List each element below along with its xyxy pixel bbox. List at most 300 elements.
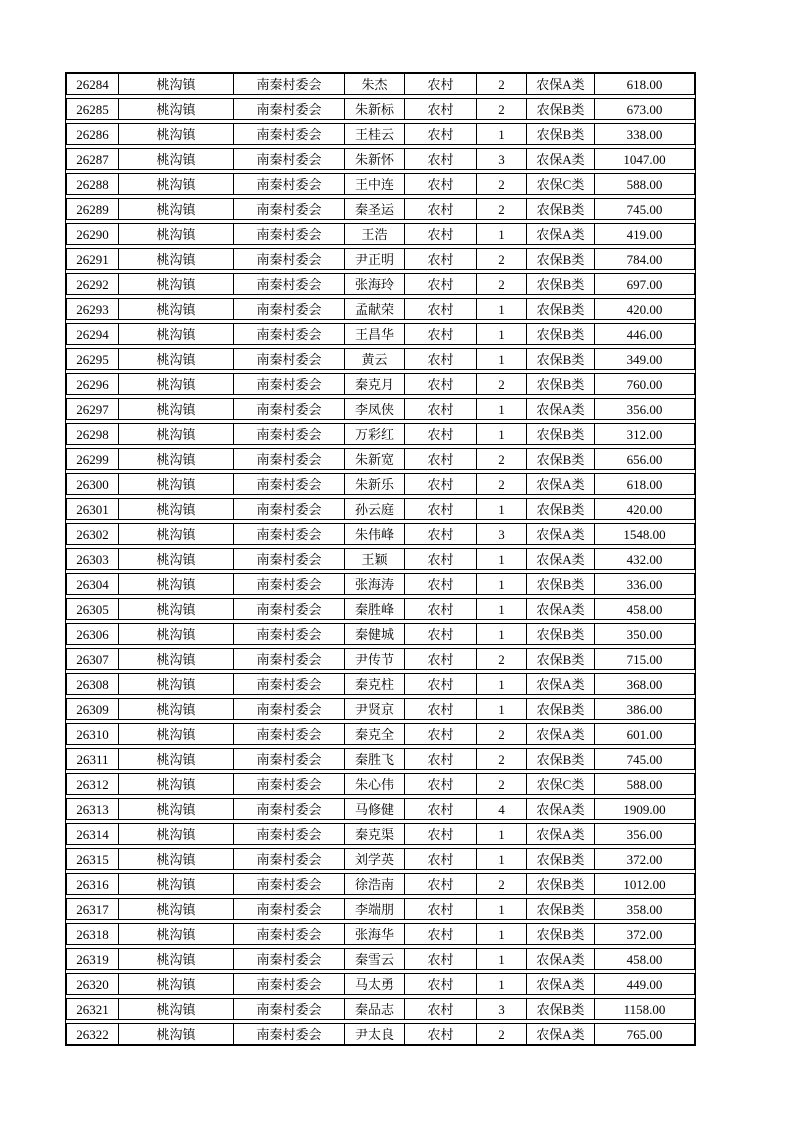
cell-insurance_category: 农保B类	[527, 199, 595, 219]
cell-serial_no: 26295	[67, 349, 119, 369]
cell-serial_no: 26298	[67, 424, 119, 444]
cell-serial_no: 26308	[67, 674, 119, 694]
cell-residence_type: 农村	[405, 974, 477, 994]
cell-village_committee: 南秦村委会	[234, 74, 345, 94]
cell-village_committee: 南秦村委会	[234, 349, 345, 369]
cell-amount: 745.00	[626, 201, 663, 217]
cell-town: 桃沟镇	[119, 899, 234, 919]
cell-town: 桃沟镇	[119, 399, 234, 419]
table-row	[66, 273, 695, 295]
cell-person_count: 1	[477, 399, 527, 419]
table-row	[66, 773, 695, 795]
cell-person_count: 2	[477, 449, 527, 469]
cell-person_count: 1	[477, 349, 527, 369]
cell-amount: 432.00	[626, 551, 663, 567]
table-row	[66, 73, 695, 95]
cell-amount: 588.00	[626, 776, 663, 792]
cell-amount: 715.00	[626, 651, 663, 667]
table-row	[66, 173, 695, 195]
cell-residence_type: 农村	[405, 649, 477, 669]
cell-amount: 760.00	[626, 376, 663, 392]
cell-amount: 697.00	[626, 276, 663, 292]
cell-name: 孙云庭	[345, 499, 405, 519]
table-row	[66, 248, 695, 270]
cell-name: 秦胜峰	[345, 599, 405, 619]
cell-insurance_category: 农保B类	[527, 499, 595, 519]
cell-person_count: 1	[477, 124, 527, 144]
cell-village_committee: 南秦村委会	[234, 974, 345, 994]
cell-insurance_category: 农保B类	[527, 899, 595, 919]
cell-town: 桃沟镇	[119, 799, 234, 819]
cell-insurance_category: 农保B类	[527, 649, 595, 669]
table-row	[66, 973, 695, 995]
cell-amount: 765.00	[626, 1026, 663, 1042]
cell-amount: 656.00	[626, 451, 663, 467]
cell-town: 桃沟镇	[119, 599, 234, 619]
cell-insurance_category: 农保B类	[527, 699, 595, 719]
table-row	[66, 398, 695, 420]
cell-amount: 1548.00	[623, 526, 666, 542]
cell-amount: 356.00	[626, 401, 663, 417]
cell-person_count: 2	[477, 174, 527, 194]
cell-town: 桃沟镇	[119, 224, 234, 244]
cell-village_committee: 南秦村委会	[234, 249, 345, 269]
cell-person_count: 1	[477, 224, 527, 244]
cell-name: 秦圣运	[345, 199, 405, 219]
cell-village_committee: 南秦村委会	[234, 924, 345, 944]
cell-insurance_category: 农保B类	[527, 324, 595, 344]
cell-insurance_category: 农保B类	[527, 349, 595, 369]
table-row	[66, 898, 695, 920]
cell-village_committee: 南秦村委会	[234, 399, 345, 419]
cell-person_count: 2	[477, 749, 527, 769]
cell-town: 桃沟镇	[119, 774, 234, 794]
table-row	[66, 748, 695, 770]
cell-amount: 350.00	[626, 626, 663, 642]
cell-village_committee: 南秦村委会	[234, 524, 345, 544]
cell-name: 李凤侠	[345, 399, 405, 419]
cell-name: 秦克月	[345, 374, 405, 394]
cell-name: 秦克全	[345, 724, 405, 744]
cell-town: 桃沟镇	[119, 199, 234, 219]
cell-name: 张海华	[345, 924, 405, 944]
cell-person_count: 1	[477, 974, 527, 994]
cell-town: 桃沟镇	[119, 174, 234, 194]
cell-town: 桃沟镇	[119, 849, 234, 869]
cell-insurance_category: 农保B类	[527, 449, 595, 469]
table-row	[66, 723, 695, 745]
cell-person_count: 2	[477, 874, 527, 894]
cell-person_count: 1	[477, 624, 527, 644]
cell-village_committee: 南秦村委会	[234, 749, 345, 769]
cell-name: 朱心伟	[345, 774, 405, 794]
cell-insurance_category: 农保C类	[527, 174, 595, 194]
cell-town: 桃沟镇	[119, 974, 234, 994]
cell-residence_type: 农村	[405, 99, 477, 119]
cell-town: 桃沟镇	[119, 549, 234, 569]
cell-name: 尹传节	[345, 649, 405, 669]
cell-village_committee: 南秦村委会	[234, 224, 345, 244]
cell-village_committee: 南秦村委会	[234, 374, 345, 394]
cell-town: 桃沟镇	[119, 349, 234, 369]
cell-serial_no: 26313	[67, 799, 119, 819]
cell-village_committee: 南秦村委会	[234, 949, 345, 969]
cell-serial_no: 26293	[67, 299, 119, 319]
cell-serial_no: 26294	[67, 324, 119, 344]
cell-amount: 420.00	[626, 501, 663, 517]
cell-village_committee: 南秦村委会	[234, 499, 345, 519]
table-row	[66, 298, 695, 320]
cell-insurance_category: 农保A类	[527, 524, 595, 544]
cell-residence_type: 农村	[405, 624, 477, 644]
cell-serial_no: 26305	[67, 599, 119, 619]
cell-name: 朱新宽	[345, 449, 405, 469]
cell-serial_no: 26306	[67, 624, 119, 644]
cell-person_count: 1	[477, 899, 527, 919]
cell-residence_type: 农村	[405, 749, 477, 769]
cell-serial_no: 26299	[67, 449, 119, 469]
table-row	[66, 148, 695, 170]
table-row	[66, 348, 695, 370]
cell-village_committee: 南秦村委会	[234, 149, 345, 169]
cell-serial_no: 26320	[67, 974, 119, 994]
cell-town: 桃沟镇	[119, 949, 234, 969]
cell-insurance_category: 农保B类	[527, 249, 595, 269]
cell-insurance_category: 农保B类	[527, 999, 595, 1019]
cell-town: 桃沟镇	[119, 374, 234, 394]
cell-name: 朱新怀	[345, 149, 405, 169]
cell-name: 秦胜飞	[345, 749, 405, 769]
cell-village_committee: 南秦村委会	[234, 1024, 345, 1044]
cell-insurance_category: 农保A类	[527, 674, 595, 694]
cell-amount: 446.00	[626, 326, 663, 342]
cell-person_count: 4	[477, 799, 527, 819]
table-row	[66, 498, 695, 520]
cell-town: 桃沟镇	[119, 699, 234, 719]
cell-residence_type: 农村	[405, 299, 477, 319]
cell-residence_type: 农村	[405, 349, 477, 369]
cell-residence_type: 农村	[405, 874, 477, 894]
cell-serial_no: 26288	[67, 174, 119, 194]
cell-insurance_category: 农保B类	[527, 874, 595, 894]
cell-amount: 358.00	[626, 901, 663, 917]
cell-town: 桃沟镇	[119, 74, 234, 94]
cell-serial_no: 26291	[67, 249, 119, 269]
cell-person_count: 2	[477, 724, 527, 744]
cell-insurance_category: 农保A类	[527, 974, 595, 994]
cell-serial_no: 26296	[67, 374, 119, 394]
cell-town: 桃沟镇	[119, 624, 234, 644]
cell-village_committee: 南秦村委会	[234, 999, 345, 1019]
cell-amount: 338.00	[626, 126, 663, 142]
cell-person_count: 1	[477, 924, 527, 944]
cell-person_count: 2	[477, 199, 527, 219]
cell-village_committee: 南秦村委会	[234, 574, 345, 594]
cell-serial_no: 26292	[67, 274, 119, 294]
cell-residence_type: 农村	[405, 549, 477, 569]
table-row	[66, 198, 695, 220]
cell-amount: 1909.00	[623, 801, 666, 817]
table-row	[66, 648, 695, 670]
cell-serial_no: 26286	[67, 124, 119, 144]
cell-amount: 336.00	[626, 576, 663, 592]
cell-village_committee: 南秦村委会	[234, 449, 345, 469]
cell-town: 桃沟镇	[119, 824, 234, 844]
cell-village_committee: 南秦村委会	[234, 824, 345, 844]
cell-village_committee: 南秦村委会	[234, 174, 345, 194]
cell-insurance_category: 农保A类	[527, 399, 595, 419]
cell-name: 马太勇	[345, 974, 405, 994]
cell-town: 桃沟镇	[119, 474, 234, 494]
table-row	[66, 598, 695, 620]
cell-amount: 588.00	[626, 176, 663, 192]
cell-amount: 372.00	[626, 926, 663, 942]
cell-residence_type: 农村	[405, 374, 477, 394]
cell-person_count: 1	[477, 299, 527, 319]
cell-insurance_category: 农保A类	[527, 799, 595, 819]
cell-residence_type: 农村	[405, 149, 477, 169]
cell-person_count: 2	[477, 249, 527, 269]
cell-insurance_category: 农保B类	[527, 749, 595, 769]
cell-name: 朱新乐	[345, 474, 405, 494]
cell-person_count: 1	[477, 549, 527, 569]
cell-name: 尹贤京	[345, 699, 405, 719]
cell-name: 王浩	[345, 224, 405, 244]
cell-amount: 349.00	[626, 351, 663, 367]
cell-amount: 1158.00	[623, 1001, 666, 1017]
cell-serial_no: 26315	[67, 849, 119, 869]
table-row	[66, 323, 695, 345]
cell-serial_no: 26312	[67, 774, 119, 794]
table-body	[66, 73, 695, 1045]
cell-insurance_category: 农保B类	[527, 924, 595, 944]
cell-town: 桃沟镇	[119, 649, 234, 669]
cell-village_committee: 南秦村委会	[234, 274, 345, 294]
cell-town: 桃沟镇	[119, 924, 234, 944]
cell-serial_no: 26311	[67, 749, 119, 769]
cell-village_committee: 南秦村委会	[234, 299, 345, 319]
cell-insurance_category: 农保B类	[527, 574, 595, 594]
cell-serial_no: 26309	[67, 699, 119, 719]
cell-residence_type: 农村	[405, 674, 477, 694]
cell-amount: 784.00	[626, 251, 663, 267]
cell-serial_no: 26322	[67, 1024, 119, 1044]
cell-person_count: 2	[477, 1024, 527, 1044]
cell-insurance_category: 农保A类	[527, 224, 595, 244]
cell-person_count: 1	[477, 324, 527, 344]
cell-serial_no: 26285	[67, 99, 119, 119]
cell-insurance_category: 农保A类	[527, 824, 595, 844]
cell-village_committee: 南秦村委会	[234, 424, 345, 444]
table-row	[66, 673, 695, 695]
cell-name: 张海玲	[345, 274, 405, 294]
cell-name: 秦品志	[345, 999, 405, 1019]
cell-residence_type: 农村	[405, 399, 477, 419]
cell-residence_type: 农村	[405, 774, 477, 794]
cell-name: 秦雪云	[345, 949, 405, 969]
table-row	[66, 98, 695, 120]
cell-name: 王中连	[345, 174, 405, 194]
table-row	[66, 998, 695, 1020]
cell-name: 秦克渠	[345, 824, 405, 844]
cell-residence_type: 农村	[405, 474, 477, 494]
cell-amount: 386.00	[626, 701, 663, 717]
table-row	[66, 473, 695, 495]
cell-residence_type: 农村	[405, 174, 477, 194]
cell-residence_type: 农村	[405, 724, 477, 744]
table-row	[66, 1023, 695, 1045]
cell-village_committee: 南秦村委会	[234, 199, 345, 219]
cell-insurance_category: 农保B类	[527, 849, 595, 869]
cell-village_committee: 南秦村委会	[234, 549, 345, 569]
cell-town: 桃沟镇	[119, 99, 234, 119]
cell-name: 刘学英	[345, 849, 405, 869]
cell-village_committee: 南秦村委会	[234, 124, 345, 144]
cell-residence_type: 农村	[405, 524, 477, 544]
cell-serial_no: 26319	[67, 949, 119, 969]
cell-amount: 458.00	[626, 951, 663, 967]
cell-amount: 618.00	[626, 76, 663, 92]
cell-person_count: 2	[477, 99, 527, 119]
cell-town: 桃沟镇	[119, 149, 234, 169]
cell-residence_type: 农村	[405, 924, 477, 944]
cell-amount: 1047.00	[623, 151, 666, 167]
cell-name: 万彩红	[345, 424, 405, 444]
cell-serial_no: 26300	[67, 474, 119, 494]
cell-town: 桃沟镇	[119, 299, 234, 319]
cell-name: 马修健	[345, 799, 405, 819]
cell-amount: 673.00	[626, 101, 663, 117]
cell-residence_type: 农村	[405, 224, 477, 244]
cell-serial_no: 26297	[67, 399, 119, 419]
table-row	[66, 823, 695, 845]
cell-amount: 745.00	[626, 751, 663, 767]
cell-residence_type: 农村	[405, 74, 477, 94]
cell-residence_type: 农村	[405, 249, 477, 269]
table-row	[66, 923, 695, 945]
cell-amount: 601.00	[626, 726, 663, 742]
cell-village_committee: 南秦村委会	[234, 799, 345, 819]
cell-name: 王颖	[345, 549, 405, 569]
cell-insurance_category: 农保A类	[527, 724, 595, 744]
cell-insurance_category: 农保B类	[527, 124, 595, 144]
cell-serial_no: 26314	[67, 824, 119, 844]
cell-name: 尹正明	[345, 249, 405, 269]
cell-person_count: 1	[477, 574, 527, 594]
cell-village_committee: 南秦村委会	[234, 474, 345, 494]
cell-amount: 419.00	[626, 226, 663, 242]
table-row	[66, 423, 695, 445]
cell-serial_no: 26301	[67, 499, 119, 519]
cell-serial_no: 26303	[67, 549, 119, 569]
cell-person_count: 1	[477, 824, 527, 844]
cell-village_committee: 南秦村委会	[234, 724, 345, 744]
cell-amount: 368.00	[626, 676, 663, 692]
table-row	[66, 848, 695, 870]
cell-residence_type: 农村	[405, 699, 477, 719]
cell-insurance_category: 农保A类	[527, 474, 595, 494]
cell-town: 桃沟镇	[119, 424, 234, 444]
cell-village_committee: 南秦村委会	[234, 599, 345, 619]
cell-serial_no: 26289	[67, 199, 119, 219]
cell-insurance_category: 农保B类	[527, 274, 595, 294]
cell-residence_type: 农村	[405, 424, 477, 444]
table-row	[66, 373, 695, 395]
cell-insurance_category: 农保A类	[527, 949, 595, 969]
cell-amount: 356.00	[626, 826, 663, 842]
cell-residence_type: 农村	[405, 274, 477, 294]
cell-residence_type: 农村	[405, 449, 477, 469]
cell-residence_type: 农村	[405, 949, 477, 969]
cell-person_count: 3	[477, 999, 527, 1019]
table-row	[66, 523, 695, 545]
cell-residence_type: 农村	[405, 199, 477, 219]
cell-name: 张海涛	[345, 574, 405, 594]
table-row	[66, 223, 695, 245]
cell-name: 徐浩南	[345, 874, 405, 894]
cell-town: 桃沟镇	[119, 274, 234, 294]
table-row	[66, 548, 695, 570]
table-row	[66, 873, 695, 895]
cell-town: 桃沟镇	[119, 724, 234, 744]
cell-town: 桃沟镇	[119, 574, 234, 594]
cell-residence_type: 农村	[405, 599, 477, 619]
cell-town: 桃沟镇	[119, 524, 234, 544]
cell-village_committee: 南秦村委会	[234, 649, 345, 669]
cell-residence_type: 农村	[405, 499, 477, 519]
cell-person_count: 1	[477, 599, 527, 619]
cell-residence_type: 农村	[405, 999, 477, 1019]
cell-person_count: 3	[477, 524, 527, 544]
cell-name: 李端朋	[345, 899, 405, 919]
cell-town: 桃沟镇	[119, 674, 234, 694]
cell-serial_no: 26304	[67, 574, 119, 594]
cell-serial_no: 26284	[67, 74, 119, 94]
table-row	[66, 798, 695, 820]
cell-serial_no: 26310	[67, 724, 119, 744]
cell-person_count: 1	[477, 424, 527, 444]
cell-person_count: 2	[477, 474, 527, 494]
cell-person_count: 3	[477, 149, 527, 169]
cell-insurance_category: 农保A类	[527, 599, 595, 619]
cell-residence_type: 农村	[405, 574, 477, 594]
cell-town: 桃沟镇	[119, 999, 234, 1019]
table-row	[66, 623, 695, 645]
cell-serial_no: 26287	[67, 149, 119, 169]
cell-town: 桃沟镇	[119, 124, 234, 144]
cell-serial_no: 26290	[67, 224, 119, 244]
payment-roster-table	[65, 72, 696, 1046]
cell-person_count: 1	[477, 699, 527, 719]
cell-amount: 372.00	[626, 851, 663, 867]
cell-residence_type: 农村	[405, 324, 477, 344]
cell-name: 秦健城	[345, 624, 405, 644]
cell-person_count: 1	[477, 499, 527, 519]
cell-residence_type: 农村	[405, 124, 477, 144]
cell-person_count: 1	[477, 674, 527, 694]
cell-residence_type: 农村	[405, 799, 477, 819]
cell-town: 桃沟镇	[119, 874, 234, 894]
cell-name: 朱新标	[345, 99, 405, 119]
cell-village_committee: 南秦村委会	[234, 674, 345, 694]
cell-residence_type: 农村	[405, 824, 477, 844]
cell-amount: 618.00	[626, 476, 663, 492]
cell-town: 桃沟镇	[119, 324, 234, 344]
cell-insurance_category: 农保B类	[527, 624, 595, 644]
cell-name: 孟献荣	[345, 299, 405, 319]
cell-serial_no: 26302	[67, 524, 119, 544]
cell-village_committee: 南秦村委会	[234, 874, 345, 894]
